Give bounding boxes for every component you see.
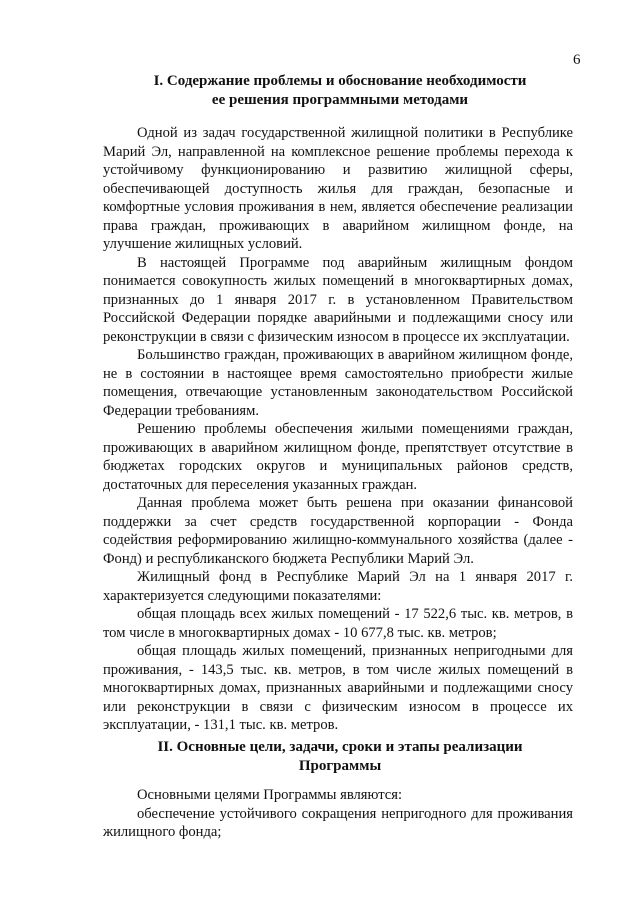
section-2-title-line-1: II. Основные цели, задачи, сроки и этапы реализации [157, 739, 523, 755]
section-2-title-line-2: Программы [298, 758, 382, 774]
section-2-heading [100, 738, 580, 776]
section-1-title-line-2: ее решения программными методами [211, 92, 469, 108]
section-1-heading [100, 72, 580, 110]
section-1-body [103, 124, 573, 735]
paragraph: обеспечение устойчивого сокращения непригодного для проживания жилищного фонда; [103, 805, 573, 840]
section-1-title-line-1: I. Содержание проблемы и обоснование необходимости [153, 73, 527, 89]
paragraph: Одной из задач государственной жилищной политики в Республике Марий Эл, направленной на комплексное решение проблемы перехода к устойчивому функционированию и развитию жилищной сферы, обеспечивающей доступность жилья для граждан, безопасные и комфортные условия проживания в нем, является обеспечение реализации права граждан, проживающих в аварийном жилищном фонде, на улучшение жилищных условий. [103, 125, 573, 252]
paragraph: общая площадь всех жилых помещений - 17 522,6 тыс. кв. метров, в том числе в многоквартирных домах - 10 677,8 тыс. кв. метров; [103, 606, 573, 641]
paragraph: Большинство граждан, проживающих в аварийном жилищном фонде, не в состоянии в настоящее время самостоятельно приобрести жилые помещения, отвечающие установленным законодательством Российской Федерации требованиям. [103, 347, 573, 419]
page-number: 6 [573, 52, 581, 68]
paragraph: Жилищный фонд в Республике Марий Эл на 1 января 2017 г. характеризуется следующими показателями: [103, 569, 573, 604]
section-2-body [103, 786, 573, 842]
paragraph: Решению проблемы обеспечения жилыми помещениями граждан, проживающих в аварийном жилищном фонде, препятствует отсутствие в бюджетах городских округов и муниципальных районов средств, достаточных для переселения указанных граждан. [103, 421, 573, 493]
paragraph: общая площадь жилых помещений, признанных непригодными для проживания, - 143,5 тыс. кв. метров, в том числе жилых помещений в многоквартирных домах, признанных аварийными и подлежащими сносу или реконструкции в связи с физическим износом в процессе их эксплуатации, - 131,1 тыс. кв. метров. [103, 643, 573, 733]
paragraph: В настоящей Программе под аварийным жилищным фондом понимается совокупность жилых помещений в многоквартирных домах, признанных до 1 января 2017 г. в установленном Правительством Российской Федерации порядке аварийными и подлежащими сносу или реконструкции в связи с физическим износом в процессе их эксплуатации. [103, 254, 573, 345]
paragraph: Данная проблема может быть решена при оказании финансовой поддержки за счет средств государственной корпорации - Фонда содействия реформированию жилищно-коммунального хозяйства (далее - Фонд) и республиканского бюджета Республики Марий Эл. [103, 495, 573, 567]
paragraph: Основными целями Программы являются: [137, 787, 403, 803]
